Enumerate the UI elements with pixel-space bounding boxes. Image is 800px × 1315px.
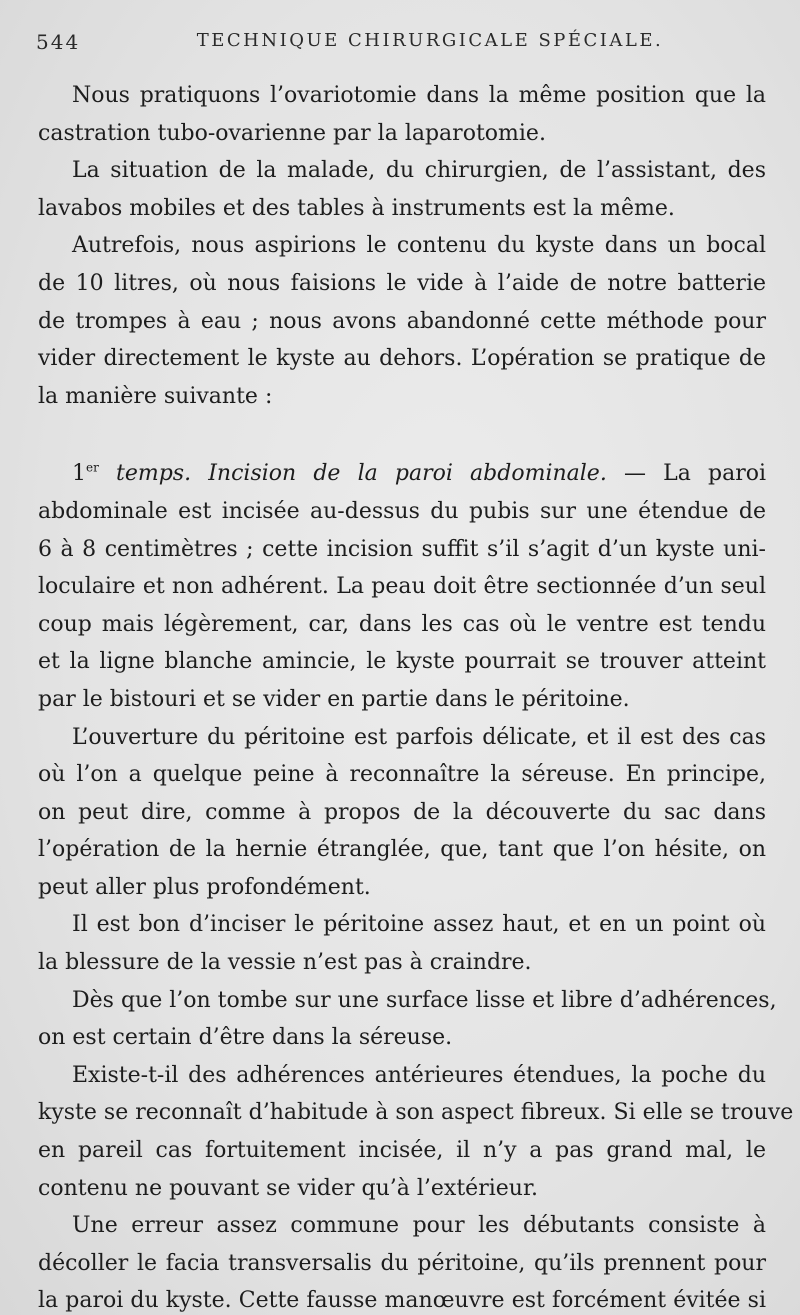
text-line: la blessure de la vessie n’est pas à craindre. bbox=[38, 950, 532, 976]
text-line: de trompes à eau ; nous avons abandonné cette méthode pour bbox=[38, 308, 766, 334]
running-head bbox=[36, 30, 764, 64]
text-line: kyste se reconnaît d’habitude à son aspect fibreux. Si elle se trouve bbox=[38, 1100, 794, 1126]
section-gap bbox=[38, 415, 766, 455]
text-line: la paroi du kyste. Cette fausse manœuvre est forcément évitée si bbox=[38, 1288, 766, 1314]
text-line: Dès que l’on tombe sur une surface lisse et libre d’adhérences, bbox=[72, 987, 777, 1013]
section-heading bbox=[38, 455, 766, 493]
text-line: abdominale est incisée au-dessus du pubis sur une étendue de bbox=[38, 498, 766, 524]
text-line: l’opération de la hernie étranglée, que, tant que l’on hésite, on bbox=[38, 837, 766, 863]
step-number: 1 bbox=[72, 461, 86, 487]
text-line: décoller le facia transversalis du péritoine, qu’ils prennent pour bbox=[38, 1250, 766, 1276]
text-line: castration tubo-ovarienne par la laparotomie. bbox=[38, 120, 546, 146]
body-text bbox=[38, 77, 794, 1315]
text-line: La situation de la malade, du chirurgien, de l’assistant, des bbox=[72, 158, 766, 184]
text-line: Autrefois, nous aspirions le contenu du kyste dans un bocal bbox=[72, 233, 766, 259]
text-line: de 10 litres, où nous faisions le vide à l’aide de notre batterie bbox=[38, 270, 766, 296]
text-line: et la ligne blanche amincie, le kyste pourrait se trouver atteint bbox=[38, 649, 766, 675]
text-line: vider directement le kyste au dehors. L’opération se pratique de bbox=[38, 346, 766, 372]
text-line: la manière suivante : bbox=[38, 383, 273, 409]
page-number: 544 bbox=[36, 30, 81, 54]
text-line: peut aller plus profondément. bbox=[38, 874, 371, 900]
text-line: lavabos mobiles et des tables à instruments est la même. bbox=[38, 195, 675, 221]
text-line: contenu ne pouvant se vider qu’à l’extérieur. bbox=[38, 1175, 539, 1201]
text-line: L’ouverture du péritoine est parfois délicate, et il est des cas bbox=[72, 724, 766, 750]
text-line: Nous pratiquons l’ovariotomie dans la même position que la bbox=[72, 83, 766, 108]
running-title: TECHNIQUE CHIRURGICALE SPÉCIALE. bbox=[196, 30, 664, 51]
text-line: par le bistouri et se vider en partie dans le péritoine. bbox=[38, 686, 630, 712]
text-line: coup mais légèrement, car, dans les cas où le ventre est tendu bbox=[38, 611, 766, 637]
text-line: on peut dire, comme à propos de la découverte du sac dans bbox=[38, 799, 766, 825]
text-line: 6 à 8 centimètres ; cette incision suffit s’il s’agit d’un kyste uni- bbox=[38, 536, 766, 562]
text-line: Existe-t-il des adhérences antérieures étendues, la poche du bbox=[72, 1062, 766, 1088]
text-line: on est certain d’être dans la séreuse. bbox=[38, 1025, 453, 1051]
step-superscript: er bbox=[86, 461, 99, 476]
step-title: temps. Incision de la paroi abdominale. bbox=[116, 461, 607, 487]
step-continuation: — La paroi bbox=[606, 461, 766, 487]
text-line: Il est bon d’inciser le péritoine assez haut, et en un point où bbox=[72, 912, 766, 938]
text-line: en pareil cas fortuitement incisée, il n’y a pas grand mal, le bbox=[38, 1138, 766, 1164]
text-line: Une erreur assez commune pour les débutants consiste à bbox=[72, 1213, 766, 1239]
text-line: loculaire et non adhérent. La peau doit être sectionnée d’un seul bbox=[38, 574, 766, 600]
text-line: où l’on a quelque peine à reconnaître la séreuse. En principe, bbox=[38, 762, 766, 788]
